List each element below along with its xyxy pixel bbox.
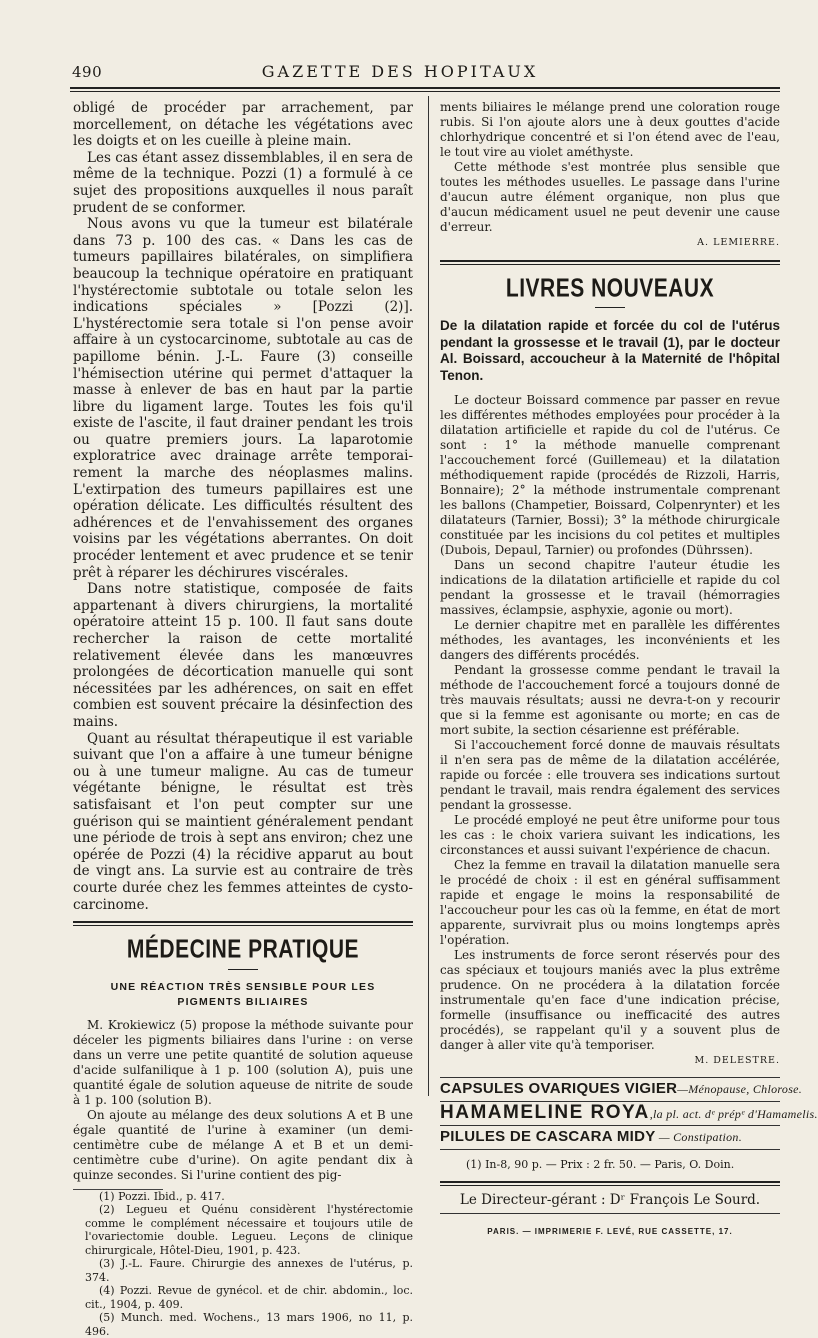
paragraph: Pendant la grossesse comme pendant le travail la méthode de l'accouchement forcé a toujours donné de très mauvais résultats; aussi ne devra-t-on y recourir que si la femme est agonisante ou morte; en cas de mort subite, la section césarienne est préférable. — [440, 662, 780, 737]
book-title: De la dilatation rapide et forcée du col de l'utérus pendant la grossesse et le travail (1), par le docteur Al. Boissard, accoucheur à la Maternité de l'hôpital Tenon. — [440, 318, 780, 383]
paragraph: Dans notre statistique, composée de faits appartenant à divers chirurgiens, la mortalité opératoire atteint 15 p. 100. Il faut sans doute rechercher la raison de cette mortalité relativement élevée dans les manœuvres prolongées de décortication manuelle qui sont nécessitées par les adhérences, on sait en effet combien est souvent précaire la désinfection des mains. — [73, 581, 413, 730]
author-signature: A. LEMIERRE. — [697, 237, 780, 248]
page-number: 490 — [72, 63, 103, 81]
ad-capsules-ovariques — [440, 1078, 803, 1101]
paragraph: Quant au résultat thérapeutique il est variable suivant que l'on a affaire à une tumeur bénigne ou à une tumeur maligne. Au cas de tumeur végétante bénigne, le résultat est très satisfaisant et l'on peut compter sur une guérison qui se maintient généralement pendant une période de trois à sept ans environ; chez une opérée de Pozzi (4) la récidive apparut au bout de vingt ans. La survie est au contraire de très courte durée chez les femmes atteintes de cysto-carcinome. — [73, 730, 413, 913]
paragraph: On ajoute au mélange des deux solutions A et B une égale quantité de l'urine à examiner (un demi-centimètre cube de mélange A et B et un demi-centimètre cube d'urine). On agite pendant dix à quinze secondes. Si l'urine contient des pig- — [73, 1107, 413, 1182]
paragraph: Si l'accouchement forcé donne de mauvais résultats il n'en sera pas de même de la dilatation accélérée, rapide ou forcée : elle trouvera ses indications surtout pendant le travail, mais rendra également des services pendant la grossesse. — [440, 737, 780, 812]
section-title-medecine-pratique: MÉDECINE PRATIQUE — [126, 935, 360, 964]
footnote: (1) In-8, 90 p. — Prix : 2 fr. 50. — Paris, O. Doin. — [466, 1157, 735, 1171]
section-ornament-rule — [595, 307, 625, 308]
running-head: GAZETTE DES HOPITAUX — [261, 62, 539, 81]
paragraph: Les instruments de force seront réservés pour des cas spéciaux et toujours maniés avec la plus extrême prudence. On ne procédera à la dilatation forcée instrumentale qu'en face d'une indication précise, formelle (insuffisance ou inefficacité des autres procédés), se rappelant qu'il y a souvent plus de danger à aller vite qu'à temporiser. — [440, 947, 780, 1052]
director-line: Le Directeur-gérant : Dʳ François Le Sourd. — [459, 1192, 761, 1209]
ad-main: CAPSULES OVARIQUES VIGIER — [440, 1080, 678, 1098]
paragraph: Chez la femme en travail la dilatation manuelle sera le procédé de choix : il est en général suffisamment rapide et engage le moins la responsabilité de l'accoucheur pour les cas où la femme, en état de mort apparente, survivrait plus ou moins longtemps après l'opération. — [440, 857, 780, 947]
section-title-livres-nouveaux: LIVRES NOUVEAUX — [505, 273, 715, 303]
paragraph: Nous avons vu que la tumeur est bilatérale dans 73 p. 100 des cas. « Dans les cas de tumeurs papillaires bilatérales, on simplifiera beaucoup la technique opératoire en pratiquant l'hystérectomie subtotale ou totale selon les indications spéciales » [Pozzi (2)]. L'hystérectomie sera totale si l'on pense avoir affaire à un cystocarcinome, subtotale au cas de papillome bénin. J.-L. Faure (3) conseille l'hémisection utérine qui permet d'attaquer la masse à enlever de bas en haut par la partie libre du ligament large. Toutes les fois qu'il existe de l'ascite, il faut drainer pendant les trois ou quatre premiers jours. La laparotomie exploratrice avec drainage arrête temporairement la marche des néoplasmes malins. L'extirpation des tumeurs papillaires est une opération délicate. Les difficultés résultent des adhérences et de l'envahissement des organes voisins par les végétations aberrantes. On doit procéder lentement et avec prudence et se tenir prêt à réparer les déchirures viscérales. — [73, 216, 413, 581]
article-title: UNE RÉACTION TRÈS SENSIBLE POUR LES PIGMENTS BILIAIRES — [110, 980, 376, 1008]
paragraph: M. Krokiewicz (5) propose la méthode suivante pour déceler les pigments biliaires dans l'urine : on verse dans un verre une petite quantité de solution aqueuse d'acide sulfanilique à 1 p. 100 (solution A), puis une quantité égale de solution aqueuse de nitrite de soude à 1 p. 100 (solution B). — [73, 1017, 413, 1107]
ad-rule — [440, 1149, 780, 1150]
ad-hamameline-roya — [440, 1101, 818, 1126]
left-column — [73, 100, 413, 1338]
paragraph: obligé de procéder par arrachement, par morcellement, on détache les végétations avec les doigts et on les cueille à pleine main. — [73, 100, 413, 150]
ad-sub: —Ménopause, Chlorose. — [677, 1082, 803, 1097]
ad-sub: ,la pl. act. dᵉ prépᵉ d'Hamamelis. — [649, 1106, 818, 1121]
imprint: PARIS. — IMPRIMERIE F. LEVÉ, RUE CASSETTE, 17. — [487, 1227, 733, 1237]
paragraph: Cette méthode s'est montrée plus sensible que toutes les méthodes usuelles. Le passage dans l'urine d'aucun autre élément organique, non plus que d'aucun médicament usuel ne peut devenir une cause d'erreur. — [440, 160, 780, 234]
paragraph: Le docteur Boissard commence par passer en revue les différentes méthodes employées pour procéder à la dilatation artificielle et rapide du col de l'utérus. Ce sont : 1° la méthode manuelle comprenant l'accouchement forcé (Guillemeau) et la dilatation méthodiquement rapide (procédés de Rizzoli, Harris, Bonnaire); 2° la méthode instrumentale comprenant les ballons (Champetier, Boissard, Colpenrynter) et les dilatateurs (Tarnier, Bossi); 3° la méthode chirurgicale constituée par les incisions du col petites et multiples (Dubois, Depaul, Tarnier) ou profondes (Dührssen). — [440, 392, 780, 557]
section-ornament-rule — [228, 969, 258, 970]
footnote: (3) J.-L. Faure. Chirurgie des annexes de l'utérus, p. 374. — [85, 1257, 413, 1284]
section-rule — [73, 921, 413, 926]
ad-main: PILULES DE CASCARA MIDY — [440, 1128, 656, 1146]
column-separator — [428, 96, 429, 1096]
footnote: (2) Legueu et Quénu considèrent l'hystérectomie comme le complément nécessaire et toujours utile de l'ovariectomie double. Legueu. Leçons de clinique chirurgicale, Hôtel-Dieu, 1901, p. 423. — [85, 1203, 413, 1257]
footnote: (4) Pozzi. Revue de gynécol. et de chir. abdomin., loc. cit., 1904, p. 409. — [85, 1284, 413, 1311]
ad-main: HAMAMELINE ROYA — [440, 1101, 650, 1123]
paragraph: Dans un second chapitre l'auteur étudie les indications de la dilatation artificielle et rapide du col pendant la grossesse et le travail (hémorragies massives, éclampsie, asphyxie, agonie ou mort). — [440, 557, 780, 617]
paragraph: Les cas étant assez dissemblables, il en sera de même de la technique. Pozzi (1) a formulé à ce sujet des propositions auxquelles il nous paraît prudent de se conformer. — [73, 149, 413, 216]
right-column — [440, 100, 818, 1237]
footnote: (5) Munch. med. Wochens., 13 mars 1906, no 11, p. 496. — [85, 1311, 413, 1338]
section-rule — [440, 260, 780, 265]
author-signature: M. DELESTRE. — [694, 1054, 780, 1066]
footnote: (1) Pozzi. Ibid., p. 417. — [99, 1189, 225, 1203]
paragraph: ments biliaires le mélange prend une coloration rouge rubis. Si l'on ajoute alors une à deux gouttes d'acide chlorhydrique concentré et si l'on étend avec de l'eau, le tout vire au violet améthyste. — [440, 100, 780, 159]
section-rule — [440, 1181, 780, 1186]
ad-pilules-cascara — [440, 1126, 780, 1149]
paragraph: Le dernier chapitre met en parallèle les différentes méthodes, les avantages, les inconvénients et les dangers des différents procédés. — [440, 617, 780, 662]
header-rule — [70, 87, 780, 92]
director-rule — [440, 1213, 780, 1214]
paragraph: Le procédé employé ne peut être uniforme pour tous les cas : le choix variera suivant les indications, les circonstances et aussi suivant l'expérience de chacun. — [440, 812, 780, 857]
ad-sub: — Constipation. — [655, 1130, 743, 1145]
